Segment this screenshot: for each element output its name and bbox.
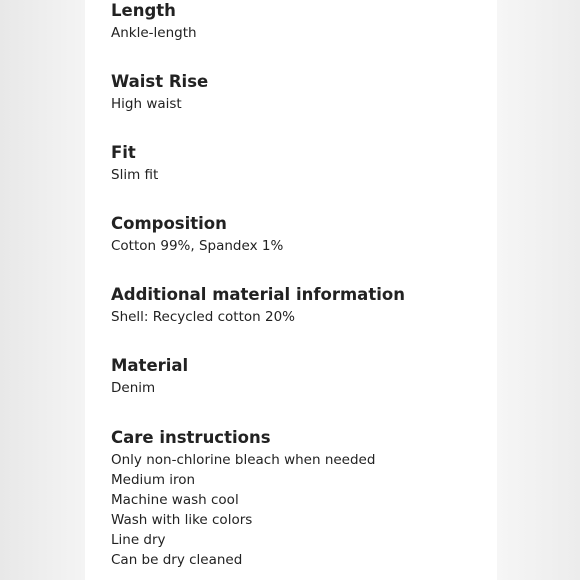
detail-heading: Length xyxy=(111,1,176,20)
detail-additional-material xyxy=(111,285,405,327)
detail-value: Cotton 99%, Spandex 1% xyxy=(111,238,284,254)
detail-heading: Material xyxy=(111,356,189,375)
care-item: Medium iron xyxy=(111,472,196,488)
detail-heading: Composition xyxy=(111,214,227,233)
detail-fit xyxy=(111,143,158,185)
product-details-panel xyxy=(85,0,497,580)
detail-value: High waist xyxy=(111,96,182,112)
detail-waist-rise xyxy=(111,72,208,114)
detail-value: Shell: Recycled cotton 20% xyxy=(111,309,295,325)
detail-value: Slim fit xyxy=(111,167,159,183)
detail-care-instructions xyxy=(111,428,375,570)
detail-heading: Fit xyxy=(111,143,136,162)
detail-value: Denim xyxy=(111,380,156,396)
detail-heading: Additional material information xyxy=(111,285,405,304)
care-item: Only non-chlorine bleach when needed xyxy=(111,452,376,468)
background-left xyxy=(0,0,85,580)
detail-material xyxy=(111,356,188,398)
care-item: Can be dry cleaned xyxy=(111,552,243,568)
care-item: Machine wash cool xyxy=(111,492,239,508)
care-heading: Care instructions xyxy=(111,428,271,447)
background-right xyxy=(497,0,580,580)
care-list xyxy=(111,450,375,570)
detail-heading: Waist Rise xyxy=(111,72,209,91)
care-item: Line dry xyxy=(111,532,166,548)
detail-length xyxy=(111,1,197,43)
care-item: Wash with like colors xyxy=(111,512,253,528)
detail-value: Ankle-length xyxy=(111,25,197,41)
detail-composition xyxy=(111,214,283,256)
